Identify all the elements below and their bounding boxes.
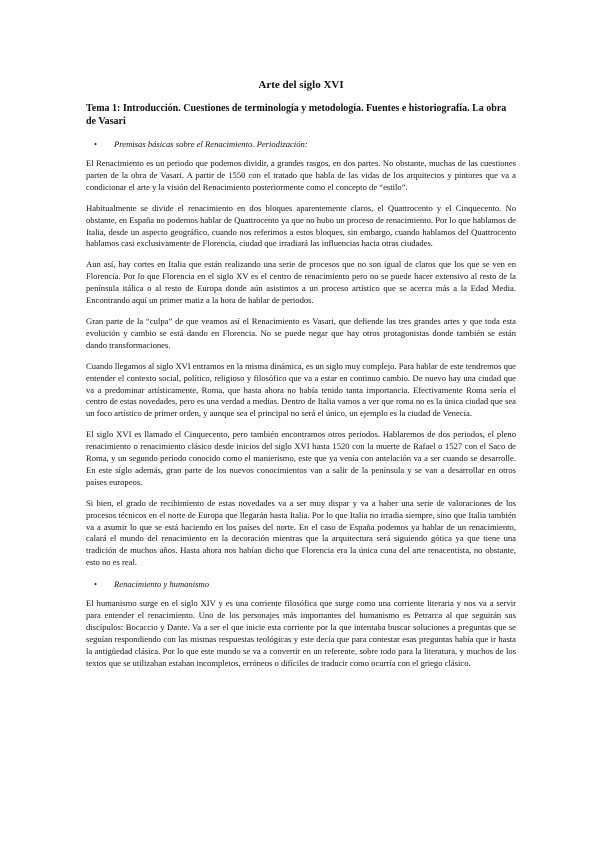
paragraph: Aun así, hay cortes en Italia que están realizando una serie de procesos que no son igual de claros que los que se ven en Florencia. Por lo que Florencia en el siglo XV es el centro de renacimiento pero no se puede hacer extensivo al resto de la península itálica o al resto de Europa donde aún asistimos a un proceso artístico que se acerca más a la Edad Media. Encontrando aquí un primer matiz a la hora de hablar de periodos. <box>86 259 516 306</box>
bullet-periodizacion <box>86 138 516 150</box>
document-title: Arte del siglo XVI <box>258 79 344 91</box>
bullet-text: Premisas básicas sobre el Renacimiento. Periodización: <box>114 139 308 149</box>
paragraph: Si bien, el grado de recibimiento de estas novedades va a ser muy dispar y va a haber una serie de valoraciones de los procesos técnicos en el norte de Europa que llegarán hasta Italia. Por lo que Italia no irradia siempre, sino que Italia también va a asumir lo que se está haciendo en los países del norte. En el caso de España podemos ya hablar de un renacimiento, calará el mundo del renacimiento en la decoración mientras que la arquitectura será siguiendo gótica ya que tiene una tradición de muchos años. Hasta ahora nos habían dicho que Florencia era la única cuna del arte renacentista, no obstante, esto no es real. <box>86 497 516 568</box>
bullet-humanismo <box>86 578 516 590</box>
paragraph: El siglo XVI es llamado el Cinquecento, pero también encontramos otros periodos. Hablaremos de dos periodos, el pleno renacimiento o renacimiento clásico desde inicios del siglo XVI hasta 1520 con la muerte de Rafael o 1527 con el Saco de Roma, y un segundo periodo conocido como el manierismo, este que ya venía con antelación va a ser cuando se desarrolle. En este siglo además, gran parte de los nuevos conocimientos van a salir de la península y se van a desarrollar en otros países europeos. <box>86 429 516 487</box>
bullet-dot-icon: • <box>94 579 98 590</box>
document-subtitle: Tema 1: Introducción. Cuestiones de terminología y metodología. Fuentes e historiografía. La obra de Vasari <box>86 103 507 127</box>
bullet-dot-icon: • <box>94 139 98 149</box>
bullet-text: Renacimiento y humanismo <box>114 579 209 590</box>
paragraph: El humanismo surge en el siglo XIV y es una corriente filosófica que surge como una corriente literaria y nos va a servir para entender el renacimiento. Uno de los personajes más importantes del humanismo es Petrarca al que seguirán sus discípulos: Bocaccio y Dante. Va a ser el que inicie esta corriente por la que intentaba buscar soluciones a preguntas que se seguían respondiendo con las mismas respuestas teológicas y este decía que para contestar esas preguntas había que ir hasta la antigüedad clásica. Por lo que este mundo se va a convertir en un referente, sobre todo para la literatura, y muchos de los textos que se utilizaban estaban incompletos, erróneos o difíciles de traducir como ocurría con el griego clásico. <box>86 598 516 668</box>
paragraph: El Renacimiento es un periodo que podemos dividir, a grandes rasgos, en dos partes. No obstante, muchas de las cuestiones parten de la obra de Vasari. A partir de 1550 con el tratado que habla de las vidas de los arquitectos y pintores que va a condicionar el arte y la visión del Renacimiento posteriormente como el concepto de “estilo”. <box>86 158 516 192</box>
paragraph: Gran parte de la “culpa” de que veamos así el Renacimiento es Vasari, que defiende las tres grandes artes y que toda esta evolución y cambio se está dando en Florencia. No se puede negar que hay otros protagonistas donde también se están dando transformaciones. <box>86 315 516 350</box>
paragraph: Habitualmente se divide el renacimiento en dos bloques aparentemente claros, el Quattrocento y el Cinquecento. No obstante, en España no podemos hablar de Quattrocento ya que no hubo un proceso de renacimiento. Por lo que hablamos de Italia, desde un aspecto geográfico, cuando nos referimos a estos bloques, sin embargo, cuando hablamos del Quattrocento hablamos casi exclusivamente de Florencia, ciudad que irradiará las influencias hacia otras ciudades. <box>86 202 516 249</box>
document-page <box>86 78 516 679</box>
paragraph: Cuando llegamos al siglo XVI entramos en la misma dinámica, es un siglo muy complejo. Para hablar de este tendremos que entender el contexto social, político, religioso y filosófico que va a estar en continuo cambio. De nuevo hay una ciudad que va a predominar artísticamente, Roma, que hasta ahora no había tenido tanta importancia. Efectivamente Roma sería el centro de estas novedades, pero es una verdad a medias. Dentro de Italia vamos a ver que roma no es la única ciudad que sea un foco artístico de primer orden, y aunque sea el principal no será el único, un ejemplo es la ciudad de Venecia. <box>86 360 516 419</box>
